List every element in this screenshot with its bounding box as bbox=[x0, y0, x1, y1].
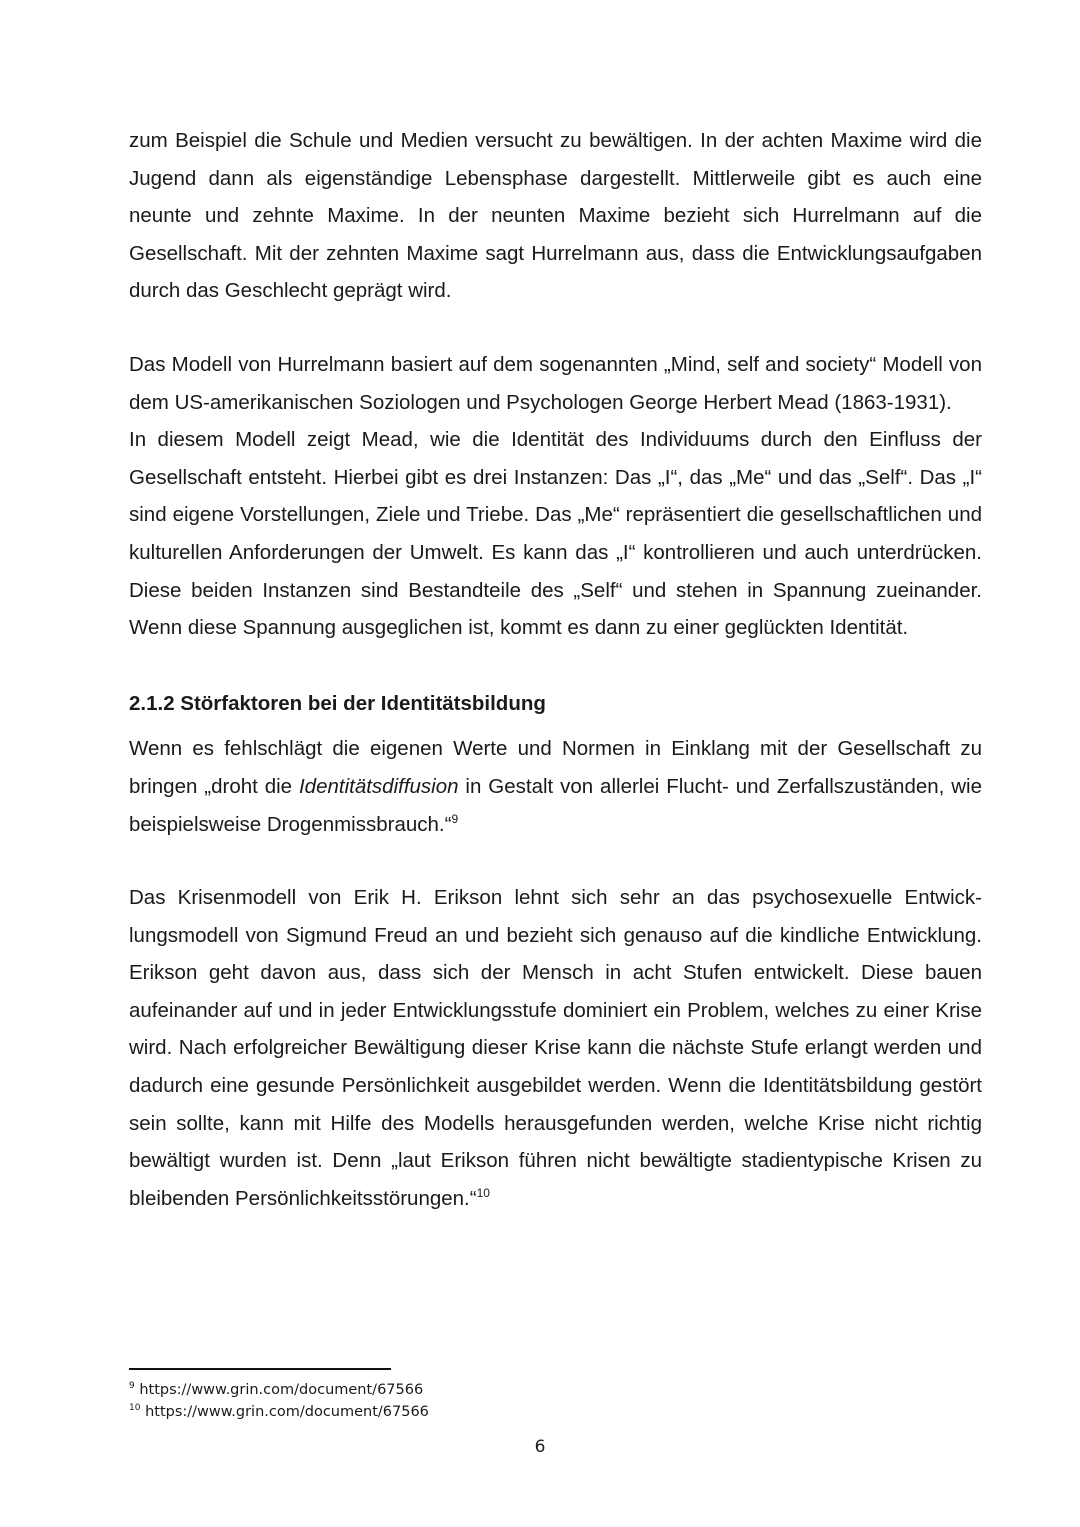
footnote-number: 9 bbox=[129, 1381, 135, 1392]
footnote-link[interactable]: https://www.grin.com/document/67566 bbox=[145, 1404, 429, 1420]
page-body bbox=[129, 122, 982, 1217]
footnote-separator bbox=[129, 1368, 391, 1370]
paragraph-erikson-model bbox=[129, 879, 982, 1217]
footnote-10 bbox=[129, 1401, 982, 1423]
italic-term: Identitätsdiffusion bbox=[298, 774, 459, 798]
paragraph-mead-instances: In diesem Modell zeigt Mead, wie die Identität des Individuums durch den Einfluss der Gesellschaft entsteht. Hierbei gibt es drei Instanzen: Das „I“, das „Me“ und das „Self“. Das „I“ sind eigene Vorstellungen, Ziele und Triebe. Das „Me“ repräsentiert die gesellschaftlichen und kulturellen Anforderungen der Umwelt. Es kann das „I“ kontrollieren und auch unterdrücken. Diese beiden Instanzen sind Bestandteile des „Self“ und stehen in Spannung zueinander. Wenn diese Spannung ausgeglichen ist, kommt es dann zu einer geglückten Identität. bbox=[129, 428, 982, 640]
paragraph-identity-diffusion bbox=[129, 730, 982, 843]
footnote-reference-10[interactable]: 10 bbox=[476, 1186, 490, 1201]
paragraph-erikson-text: Das Krisenmodell von Erik H. Erikson lehnt sich sehr an das psychosexuelle Entwicklungsmodell von Sigmund Freud an und bezieht sich genauso auf die kindliche Entwicklung. Erikson geht davon aus, dass sich der Mensch in acht Stufen entwickelt. Diese bauen aufeinander auf und in jeder Entwicklungsstufe dominiert ein Problem, welches zu einer Krise wird. Nach erfolgreicher Bewältigung dieser Krise kann die nächste Stufe erlangt werden und dadurch eine gesunde Persönlichkeit ausgebildet werden. Wenn die Identitätsbildung gestört sein sollte, kann mit Hilfe des Modells herausgefunden werden, welche Krise nicht richtig bewältigt wurden ist. Denn „laut Erikson führen nicht bewältigte stadientypische Krisen zu bleibenden Persönlichkeitsstörungen.“ bbox=[129, 886, 982, 1210]
paragraph-mead-model: Das Modell von Hurrelmann basiert auf dem sogenannten „Mind, self and society“ Modell von dem US-amerikanischen Soziologen und Psychologen George Herbert Mead (1863-1931). bbox=[129, 352, 982, 414]
paragraph-identity-diffusion-text-after: in Gestalt von allerlei Flucht- und Zerfallszuständen, wie beispielsweise Drogenmissbrauch.“ bbox=[129, 774, 982, 836]
footnote-reference-9[interactable]: 9 bbox=[451, 811, 459, 826]
section-heading: 2.1.2 Störfaktoren bei der Identitätsbildung bbox=[129, 691, 546, 715]
footnote-number: 10 bbox=[129, 1403, 141, 1414]
footnote-9 bbox=[129, 1379, 982, 1401]
paragraph-identity-diffusion-text-before: Wenn es fehlschlägt die eigenen Werte und Normen in Einklang mit der Gesellschaft zu bringen „droht die bbox=[129, 737, 982, 798]
paragraph-maxims: zum Beispiel die Schule und Medien versucht zu bewältigen. In der achten Maxime wird die Jugend dann als eigenständige Lebensphase dargestellt. Mittlerweile gibt es auch eine neunte und zehnte Maxime. In der neunten Maxime bezieht sich Hurrelmann auf die Gesellschaft. Mit der zehnten Maxime sagt Hurrelmann aus, dass die Entwicklungsaufgaben durch das Geschlecht geprägt wird. bbox=[129, 129, 982, 303]
footnote-link[interactable]: https://www.grin.com/document/67566 bbox=[139, 1382, 424, 1398]
page-number: 6 bbox=[534, 1437, 546, 1457]
footnotes bbox=[129, 1379, 982, 1423]
